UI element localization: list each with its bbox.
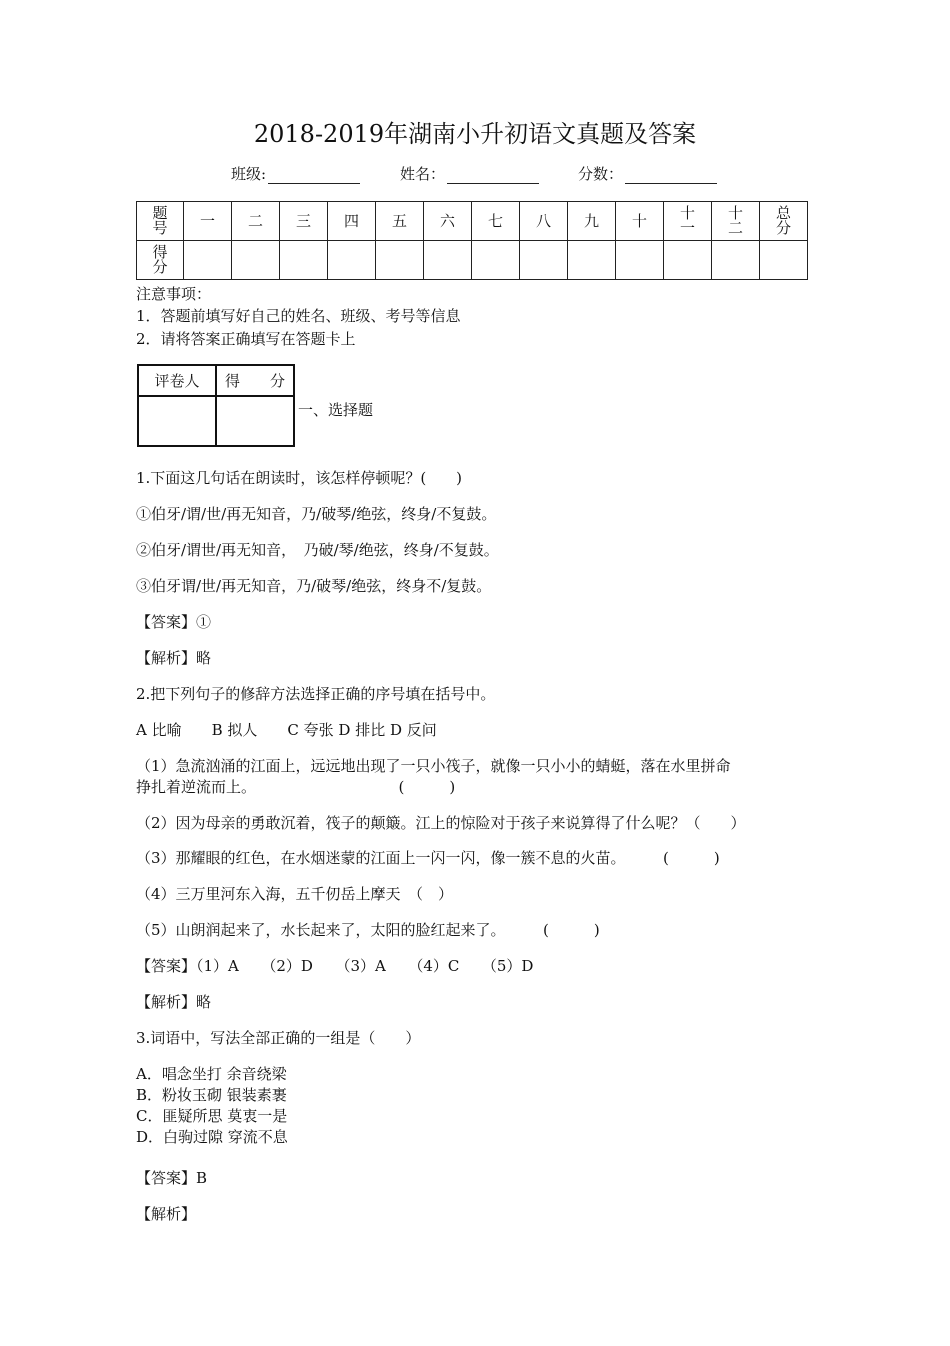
q1-analysis: 【解析】略 — [136, 649, 212, 667]
score-table-header-row — [137, 202, 808, 241]
score-header-cell: 二 — [232, 202, 280, 241]
q1-question: 1.下面这几句话在朗读时，该怎样停顿呢？( ) — [136, 469, 463, 487]
score-header-cell: 总分 — [760, 202, 808, 241]
q2-choices: A 比喻 B 拟人 C 夸张 D 排比 D 反问 — [136, 721, 437, 739]
score-table — [136, 201, 808, 280]
score-header-cell: 八 — [520, 202, 568, 241]
score-cell — [376, 241, 424, 280]
q3-answer: 【答案】B — [136, 1169, 208, 1187]
q3-option: B．粉妆玉砌 银装素裹 — [136, 1086, 287, 1104]
score-cell — [712, 241, 760, 280]
name-field — [400, 163, 539, 184]
section-title: 一、选择题 — [298, 401, 374, 419]
grader-body-row — [138, 396, 294, 446]
score-header-cell: 六 — [424, 202, 472, 241]
q2-item: （4）三万里河东入海，五千仞岳上摩天 （ ） — [136, 885, 454, 903]
score-cell — [232, 241, 280, 280]
score-header-cell: 十 — [616, 202, 664, 241]
class-label: 班级: — [231, 165, 267, 183]
notice-heading: 注意事项： — [136, 285, 212, 303]
score-label: 分数： — [578, 165, 624, 183]
q2-item: （5）山朗润起来了，水长起来了，太阳的脸红起来了。 ( ) — [136, 921, 600, 939]
score-row-label: 得分 — [137, 241, 184, 280]
q2-question: 2.把下列句子的修辞方法选择正确的序号填在括号中。 — [136, 685, 496, 703]
q1-option: ③伯牙谓/世/再无知音，乃/破琴/绝弦，终身不/复鼓。 — [136, 577, 492, 595]
q3-analysis: 【解析】 — [136, 1205, 197, 1223]
score-field — [578, 163, 717, 184]
q3-question: 3.词语中，写法全部正确的一组是（ ） — [136, 1029, 421, 1047]
score-header-cell: 十一 — [664, 202, 712, 241]
q2-item: （3）那耀眼的红色，在水烟迷蒙的江面上一闪一闪，像一簇不息的火苗。 ( ) — [136, 849, 720, 867]
q1-option: ②伯牙/谓世/再无知音， 乃破/琴/绝弦，终身/不复鼓。 — [136, 541, 499, 559]
q1-option: ①伯牙/谓/世/再无知音，乃/破琴/绝弦，终身/不复鼓。 — [136, 505, 497, 523]
score-table-score-row — [137, 241, 808, 280]
score-header-cell: 七 — [472, 202, 520, 241]
class-field — [231, 163, 360, 184]
score-header-cell: 九 — [568, 202, 616, 241]
score-cell — [568, 241, 616, 280]
score-header-cell: 十二 — [712, 202, 760, 241]
class-blank — [268, 168, 360, 184]
score-cell — [472, 241, 520, 280]
score-cell — [328, 241, 376, 280]
score-cell — [424, 241, 472, 280]
page-title: 2018-2019年湖南小升初语文真题及答案 — [253, 120, 697, 148]
score-cell — [280, 241, 328, 280]
q2-answer: 【答案】（1）A （2）D （3）A （4）C （5）D — [136, 957, 534, 975]
score-header-cell: 题号 — [137, 202, 184, 241]
q2-item: 挣扎着逆流而上。 ( ) — [136, 778, 456, 796]
score-cell — [520, 241, 568, 280]
grader-score-label: 得 分 — [216, 365, 294, 396]
score-header-cell: 五 — [376, 202, 424, 241]
score-cell — [184, 241, 232, 280]
grader-header-row — [138, 365, 294, 396]
grader-cell — [138, 396, 216, 446]
q2-item: （2）因为母亲的勇敢沉着，筏子的颠簸。江上的惊险对于孩子来说算得了什么呢？（ ） — [136, 814, 746, 832]
q3-option: D．白驹过隙 穿流不息 — [136, 1128, 288, 1146]
grader-cell — [216, 396, 294, 446]
name-label: 姓名： — [400, 165, 446, 183]
score-cell — [664, 241, 712, 280]
q2-item: （1）急流汹涌的江面上，远远地出现了一只小筏子，就像一只小小的蜻蜓，落在水里拼命 — [136, 757, 731, 775]
score-cell — [616, 241, 664, 280]
q1-answer: 【答案】① — [136, 613, 212, 631]
grader-table — [137, 364, 295, 447]
q3-option: A．唱念坐打 余音绕梁 — [136, 1065, 287, 1083]
score-header-cell: 一 — [184, 202, 232, 241]
score-header-cell: 三 — [280, 202, 328, 241]
score-cell — [760, 241, 808, 280]
notice-item: 1．答题前填写好自己的姓名、班级、考号等信息 — [136, 307, 461, 325]
q3-options — [136, 1064, 288, 1148]
notice-item: 2．请将答案正确填写在答题卡上 — [136, 330, 356, 348]
score-blank — [625, 168, 717, 184]
grader-label: 评卷人 — [138, 365, 216, 396]
name-blank — [447, 168, 539, 184]
score-header-cell: 四 — [328, 202, 376, 241]
q2-analysis: 【解析】略 — [136, 993, 212, 1011]
q3-option: C．匪疑所思 莫衷一是 — [136, 1107, 288, 1125]
